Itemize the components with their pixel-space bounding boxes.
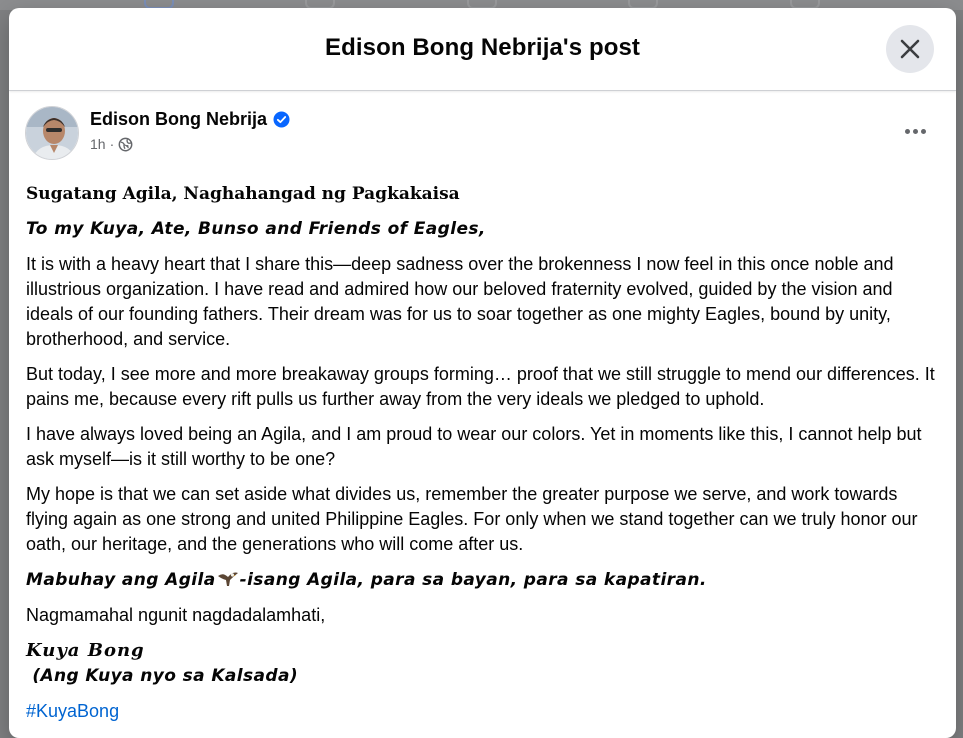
cheer-part-1: Mabuhay ang Agila bbox=[26, 570, 216, 590]
signature-sub-text: (Ang Kuya nyo sa Kalsada) bbox=[26, 666, 299, 686]
post-paragraph-3: I have always loved being an Agila, and I am proud to wear our colors. Yet in moments like this, I cannot help but ask myself—is it still worthy to be one? bbox=[26, 424, 922, 469]
eagle-emoji-icon bbox=[217, 570, 239, 588]
hashtag-link[interactable]: #KuyaBong bbox=[26, 701, 120, 721]
post-header bbox=[9, 91, 956, 169]
post bbox=[9, 91, 956, 721]
post-body bbox=[26, 182, 938, 734]
author-name[interactable] bbox=[90, 109, 290, 130]
dialog-header bbox=[9, 8, 956, 91]
cheer-part-2: -isang Agila, para sa bayan, para sa kapatiran. bbox=[239, 570, 707, 590]
globe-icon[interactable] bbox=[118, 137, 133, 152]
post-closing: Nagmamahal ngunit nagdadalamhati, bbox=[26, 605, 326, 625]
post-cheer bbox=[26, 567, 938, 593]
close-icon bbox=[899, 38, 921, 60]
timestamp[interactable]: 1h bbox=[90, 136, 106, 152]
post-paragraph-2: But today, I see more and more breakaway groups forming… proof that we still struggle to mend our differences. It pains me, because every rift pulls us further away from the very ideals we pledged to uphold. bbox=[26, 364, 935, 409]
post-paragraph-1: It is with a heavy heart that I share this—deep sadness over the brokenness I now feel in this once noble and illustrious organization. I have read and admired how our beloved fraternity evolved, guided by the vision and ideals of our founding fathers. Their dream was for us to soar together as one mighty Eagles, bound by unity, brotherhood, and service. bbox=[26, 254, 894, 349]
post-greeting: To my Kuya, Ate, Bunso and Friends of Eagles, bbox=[26, 219, 486, 239]
close-button[interactable] bbox=[886, 25, 934, 73]
dialog-title: Edison Bong Nebrija's post bbox=[325, 34, 640, 61]
author-name-text[interactable]: Edison Bong Nebrija bbox=[90, 109, 268, 129]
more-options-icon[interactable] bbox=[895, 119, 935, 143]
avatar[interactable] bbox=[25, 106, 79, 160]
post-title-line: Sugatang Agila, Naghahangad ng Pagkakaisa bbox=[26, 184, 460, 204]
post-hashtag bbox=[26, 699, 938, 724]
post-paragraph-4: My hope is that we can set aside what divides us, remember the greater purpose we serve, and work towards flying again as one strong and united Philippine Eagles. For only when we stand together can we truly honor our oath, our heritage, and the generations who will come after us. bbox=[26, 484, 918, 554]
post-dialog bbox=[9, 8, 956, 738]
post-signature: Kuya Bong bbox=[26, 640, 145, 661]
post-meta bbox=[90, 136, 133, 152]
verified-badge-icon bbox=[273, 111, 290, 128]
post-signature-sub bbox=[26, 663, 938, 689]
meta-separator: · bbox=[109, 136, 115, 152]
